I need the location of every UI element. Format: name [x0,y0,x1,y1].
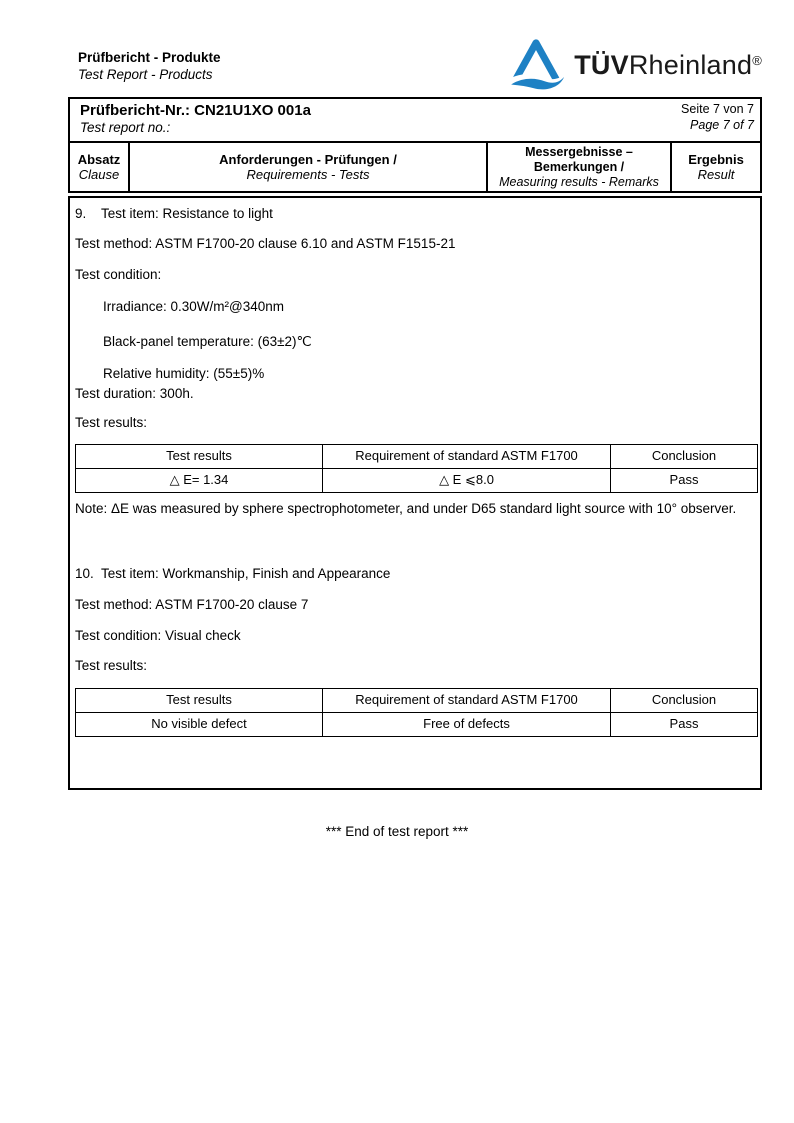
column-requirements-en: Requirements - Tests [246,167,370,183]
logo-tuv-text: TÜV [574,49,629,80]
table-header-conclusion: Conclusion [611,445,758,469]
letterhead [78,50,221,82]
section9-condition-humidity: Relative humidity: (55±5)% [103,366,265,381]
section10-test-condition: Test condition: Visual check [75,628,241,643]
column-clause-en: Clause [78,167,120,183]
column-header-results [486,143,670,191]
end-of-report-text: *** End of test report *** [325,824,469,839]
column-header-result [670,143,760,191]
table-header-test-results: Test results [76,689,323,713]
cell-delta-e-requirement: △ E ⩽8.0 [323,468,611,492]
page-number-block [681,102,754,137]
section10-test-method: Test method: ASTM F1700-20 clause 7 [75,597,309,612]
letterhead-title-en: Test Report - Products [78,67,213,82]
column-results-de-2: Bemerkungen / [533,159,625,174]
report-header-column-row [70,143,760,191]
section9-note: Note: ΔE was measured by sphere spectrophotometer, and under D65 standard light source with 10° observer. [75,501,737,516]
report-content-box [68,196,762,790]
table-header-row [76,445,758,469]
table-header-row [76,689,758,713]
section9-test-method: Test method: ASTM F1700-20 clause 6.10 and ASTM F1515-21 [75,236,456,251]
column-results-de-1: Messergebnisse – [525,145,633,159]
column-result-de: Ergebnis [688,151,744,167]
report-number-de: Prüfbericht-Nr.: CN21U1XO 001a [80,102,311,119]
section9-test-results-label: Test results: [75,415,148,430]
cell-delta-e-value: △ E= 1.34 [76,468,323,492]
column-results-en: Measuring results - Remarks [499,174,659,189]
section9-condition-irradiance: Irradiance: 0.30W/m²@340nm [103,299,285,314]
column-requirements-de: Anforderungen - Prüfungen / [219,151,397,167]
table-row [76,468,758,492]
letterhead-title-de: Prüfbericht - Produkte [78,50,221,65]
section9-results-table [75,444,758,493]
table-header-conclusion: Conclusion [611,689,758,713]
registered-mark-icon: ® [752,52,762,68]
page-number-en: Page 7 of 7 [690,117,754,132]
table-header-requirement: Requirement of standard ASTM F1700 [323,445,611,469]
cell-visible-defect: No visible defect [76,712,323,736]
tuv-rheinland-logo [508,38,762,92]
report-header [68,97,762,193]
section9-test-item: 9. Test item: Resistance to light [75,206,273,221]
table-header-requirement: Requirement of standard ASTM F1700 [323,689,611,713]
logo-rheinland-text: Rheinland [628,49,753,80]
table-row [76,712,758,736]
section9-test-condition-label: Test condition: [75,267,162,282]
table-header-test-results: Test results [76,445,323,469]
column-header-clause [70,143,128,191]
cell-conclusion-pass: Pass [611,468,758,492]
section10-results-table [75,688,758,737]
column-clause-de: Absatz [77,151,121,167]
column-header-requirements [128,143,486,191]
logo-wordmark [574,50,762,81]
cell-defect-requirement: Free of defects [323,712,611,736]
section10-test-item: 10. Test item: Workmanship, Finish and Appearance [75,566,391,581]
section9-test-duration: Test duration: 300h. [75,386,194,401]
cell-conclusion-pass: Pass [611,712,758,736]
column-result-en: Result [697,167,735,183]
section9-condition-temperature: Black-panel temperature: (63±2)℃ [103,334,312,349]
report-number-en: Test report no.: [80,120,171,135]
page-number-de: Seite 7 von 7 [681,102,754,116]
tuv-triangle-wave-icon [508,38,564,92]
section10-test-results-label: Test results: [75,658,148,673]
report-header-top-row [70,99,760,143]
report-number-block [80,102,311,137]
